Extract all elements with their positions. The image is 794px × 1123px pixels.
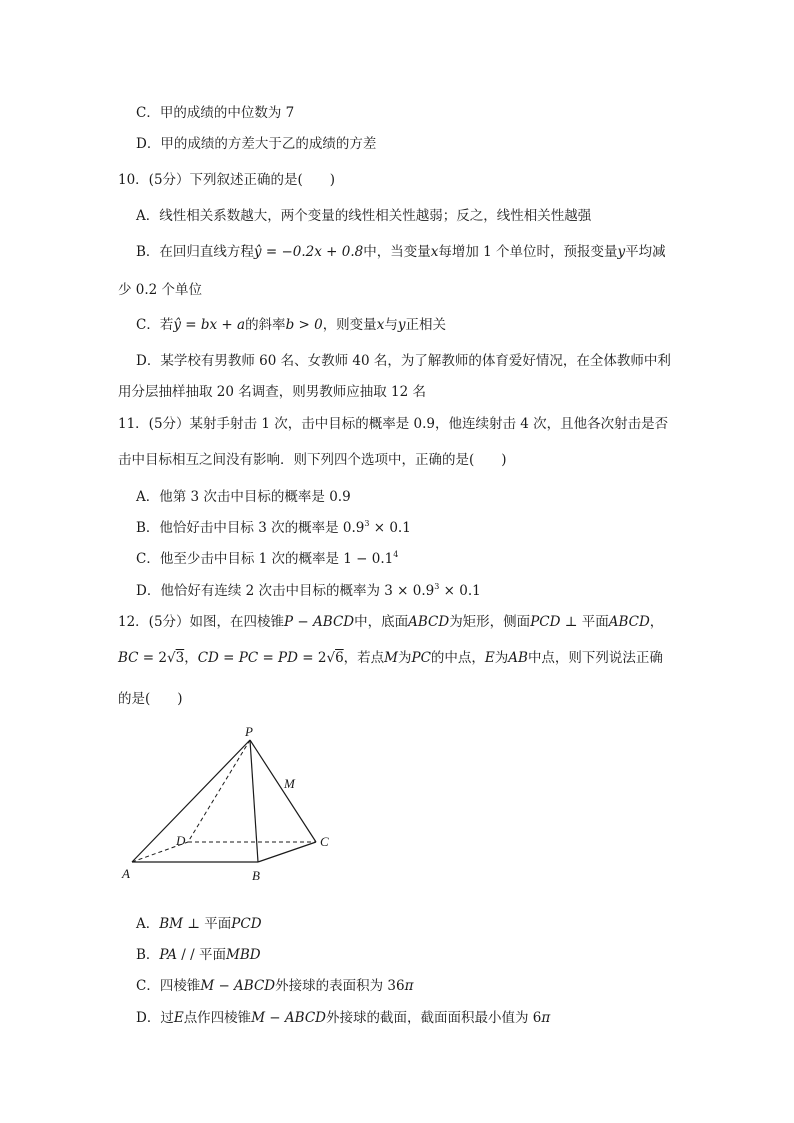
q12-option-d: D．过E点作四棱锥M − ABCD外接球的截面，截面面积最小值为 6π bbox=[136, 1010, 551, 1026]
edge-PB bbox=[250, 740, 258, 862]
label-M: M bbox=[284, 776, 295, 791]
q10-option-d-line2: 用分层抽样抽取 20 名调查，则男教师应抽取 12 名 bbox=[118, 384, 427, 400]
label-C: C bbox=[320, 834, 329, 849]
q12-stem-line1: 12．(5分）如图，在四棱锥P − ABCD中，底面ABCD为矩形，侧面PCD ⊥ 平面ABCD， bbox=[118, 614, 664, 630]
q12-stem-line3: 的是( ) bbox=[118, 691, 183, 707]
q11-stem-line1: 11．(5分）某射手射击 1 次，击中目标的概率是 0.9，他连续射击 4 次，且他各次射击是否 bbox=[118, 416, 669, 432]
label-A: A bbox=[122, 866, 130, 881]
q11-option-b: B．他恰好击中目标 3 次的概率是 $0.9^3 \times 0.1$ bbox=[136, 518, 411, 536]
edge-PC bbox=[250, 740, 316, 842]
label-B: B bbox=[252, 868, 260, 882]
q11-option-a: A．他第 3 次击中目标的概率是 0.9 bbox=[136, 489, 351, 505]
q12-option-c: C．四棱锥M − ABCD外接球的表面积为 36π bbox=[136, 978, 414, 994]
q10-option-d-line1: D．某学校有男教师 60 名、女教师 40 名，为了解教师的体育爱好情况，在全体教师中利 bbox=[136, 353, 671, 369]
q10-option-a: A．线性相关系数越大，两个变量的线性相关性越弱；反之，线性相关性越强 bbox=[136, 208, 592, 224]
label-D: D bbox=[176, 833, 186, 848]
q12-option-b: B．PA / / 平面MBD bbox=[136, 947, 261, 963]
edge-BC bbox=[258, 842, 316, 862]
q10-option-b-continued: 少 0.2 个单位 bbox=[118, 282, 203, 298]
label-P: P bbox=[245, 724, 253, 739]
q10-option-b: B．在回归直线方程ŷ = −0.2x + 0.8中，当变量x每增加 1 个单位时，预报变量y平均减 bbox=[136, 244, 666, 260]
q9-option-d: D．甲的成绩的方差大于乙的成绩的方差 bbox=[136, 136, 377, 152]
edge-PA bbox=[132, 740, 250, 862]
q11-stem-line2: 击中目标相互之间没有影响．则下列四个选项中，正确的是( ) bbox=[118, 452, 507, 468]
q10-stem: 10．(5分）下列叙述正确的是( ) bbox=[118, 172, 336, 188]
pyramid-figure bbox=[118, 722, 348, 882]
q10-option-c: C．若ŷ = bx + a的斜率b > 0，则变量x与y正相关 bbox=[136, 317, 446, 333]
q12-stem-line2: BC = 2√3，CD = PC = PD = 2√6，若点M为PC的中点，E为AB中点，则下列说法正确 bbox=[118, 650, 663, 666]
q9-option-c: C．甲的成绩的中位数为 7 bbox=[136, 105, 295, 121]
q12-option-a: A．BM ⊥ 平面PCD bbox=[136, 916, 262, 932]
q11-option-c: C．他至少击中目标 1 次的概率是 $1 - 0.1^4$ bbox=[136, 549, 399, 567]
q11-option-d: D．他恰好有连续 2 次击中目标的概率为 $3 \times 0.9^3 \times 0.1$ bbox=[136, 581, 481, 599]
edge-PD-hidden bbox=[188, 740, 250, 842]
